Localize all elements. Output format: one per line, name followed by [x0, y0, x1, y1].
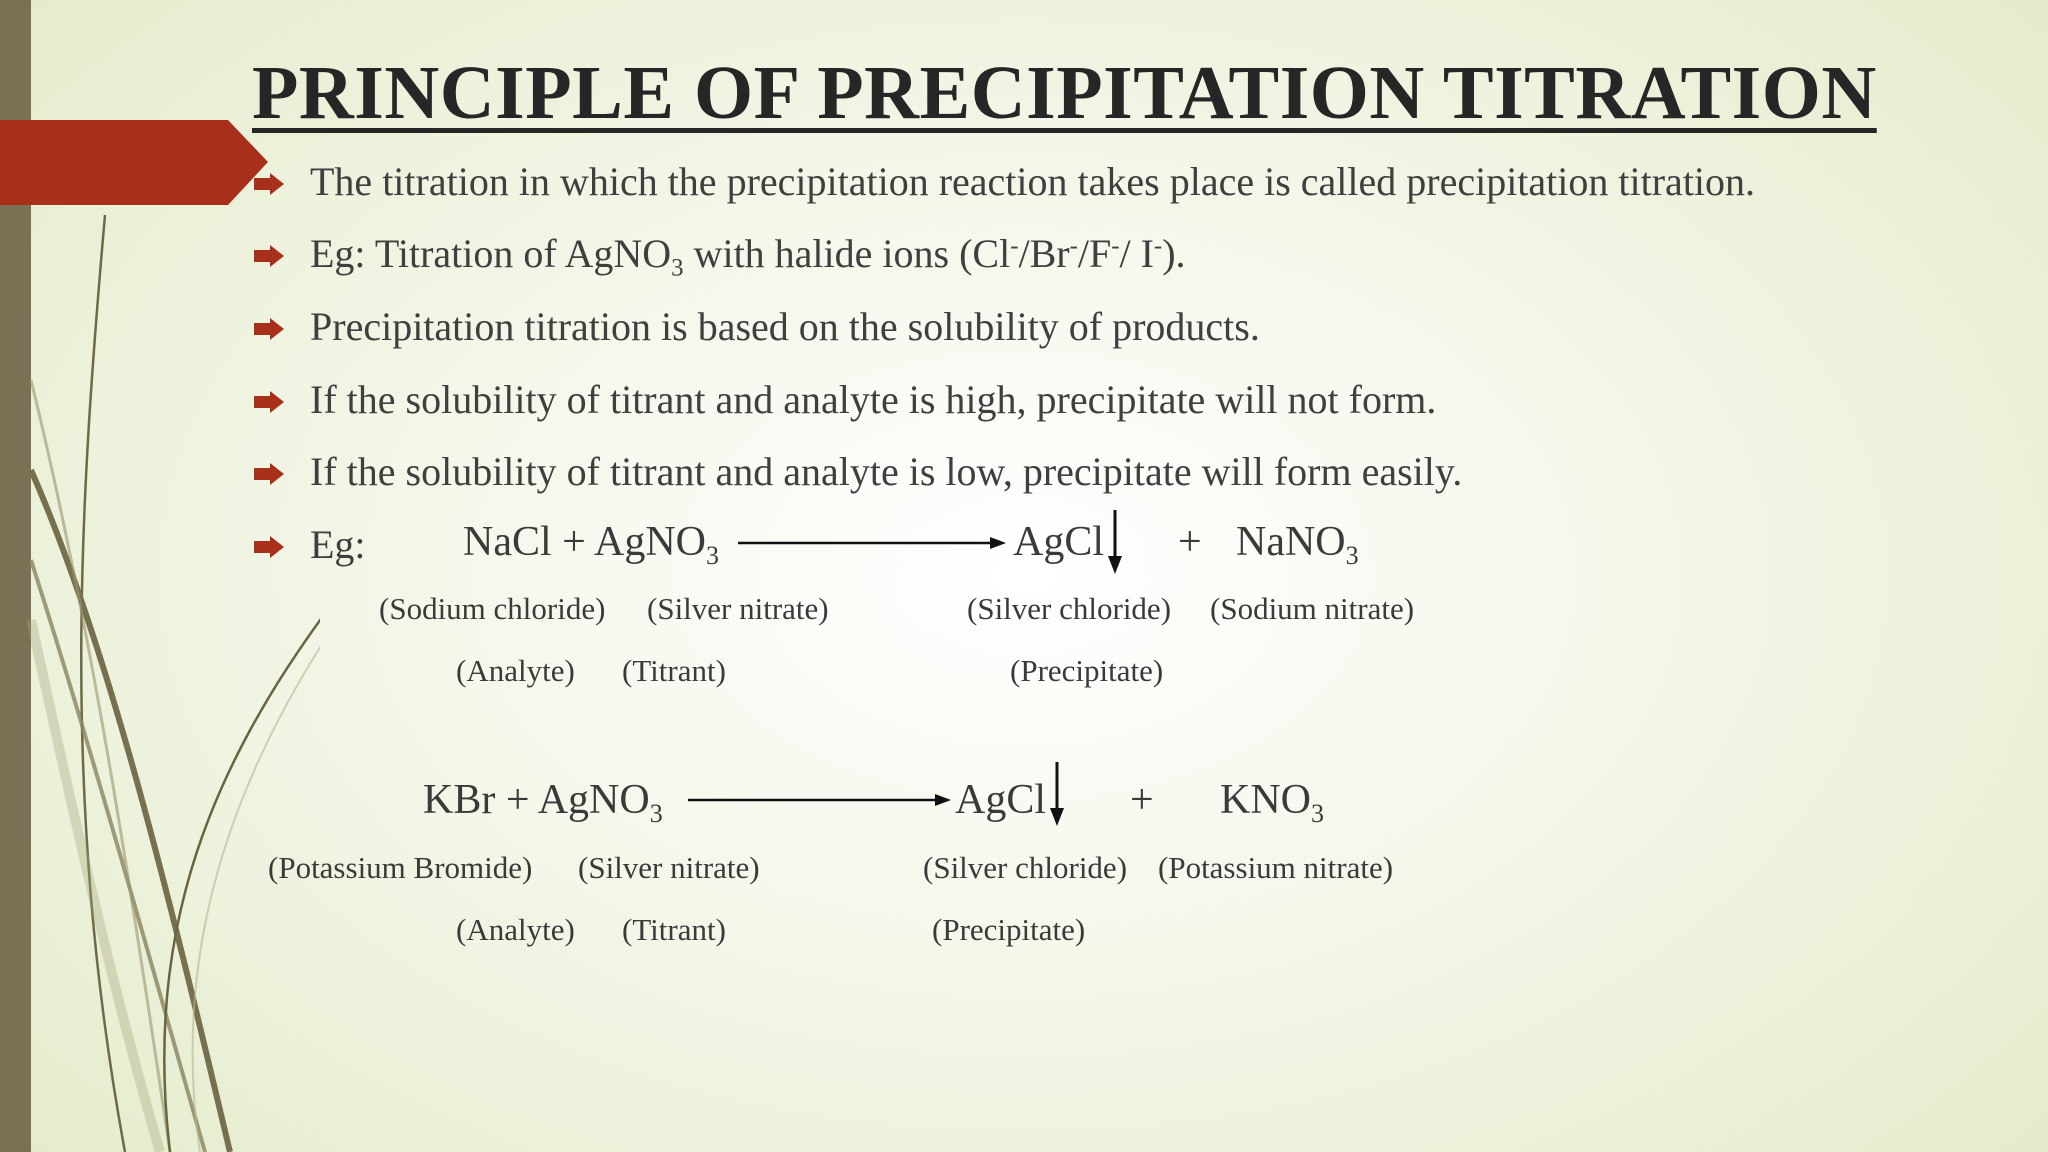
reaction2-product2 — [1220, 776, 1324, 829]
reaction1-plus: + — [1178, 519, 1202, 565]
reaction1-role-label: (Analyte) — [456, 653, 575, 688]
subscript: 3 — [649, 799, 663, 829]
slide-title: PRINCIPLE OF PRECIPITATION TITRATION — [252, 51, 1877, 135]
subscript: 3 — [1311, 799, 1325, 829]
arrow-bullet-icon — [252, 527, 286, 567]
arrow-bullet-icon — [252, 236, 286, 276]
reaction2-role-label: (Analyte) — [456, 912, 575, 947]
reactants-text: NaCl + AgNO — [463, 519, 707, 565]
reaction2-plus: + — [1130, 777, 1154, 823]
reaction2-reactants — [423, 776, 663, 829]
reaction2-name-label: (Potassium nitrate) — [1158, 850, 1394, 885]
reaction2-name-label: (Potassium Bromide) — [268, 850, 533, 885]
precipitate-down-arrow-icon — [1046, 762, 1068, 826]
subscript: 3 — [1345, 541, 1359, 571]
reaction1-reactants — [463, 518, 719, 571]
bullet-text: If the solubility of titrant and analyte is low, precipitate will form easily. — [310, 449, 1463, 494]
bullet-text: If the solubility of titrant and analyte is high, precipitate will not form. — [310, 377, 1437, 422]
reaction1-role-label: (Titrant) — [622, 653, 726, 688]
subscript: 3 — [671, 254, 684, 282]
text-segment: with halide ions (Cl — [683, 231, 1011, 276]
text-segment: / I — [1119, 231, 1154, 276]
reaction2-role-label: (Titrant) — [622, 912, 726, 947]
reaction1-name-label: (Sodium nitrate) — [1210, 591, 1415, 626]
superscript: - — [1069, 232, 1078, 260]
bullet-text: Eg: — [310, 522, 366, 567]
reaction1-product2 — [1236, 518, 1359, 571]
reaction-arrow-icon — [738, 533, 1008, 553]
bullet-text: Precipitation titration is based on the solubility of products. — [310, 304, 1260, 349]
text-segment: /F — [1077, 231, 1112, 276]
superscript: - — [1111, 232, 1120, 260]
reaction-arrow-icon — [688, 790, 953, 810]
reaction2-name-label: (Silver nitrate) — [578, 850, 760, 885]
arrow-bullet-icon — [252, 164, 286, 204]
reaction1-name-label: (Silver nitrate) — [647, 591, 829, 626]
reaction1-name-label: (Silver chloride) — [967, 591, 1172, 626]
text-segment: Eg: Titration of AgNO — [310, 231, 672, 276]
superscript: - — [1153, 232, 1163, 260]
product-text: KNO — [1220, 777, 1311, 823]
reaction1-name-label: (Sodium chloride) — [379, 591, 606, 626]
text-segment: /Br — [1018, 231, 1070, 276]
reaction2-name-label: (Silver chloride) — [923, 850, 1128, 885]
reaction1-product-precipitate: AgCl — [1013, 519, 1105, 565]
reaction2-product-precipitate: AgCl — [955, 777, 1047, 823]
subscript: 3 — [706, 541, 720, 571]
reaction2-role-label: (Precipitate) — [932, 912, 1086, 947]
reaction1-role-label: (Precipitate) — [1010, 653, 1164, 688]
arrow-bullet-icon — [252, 309, 286, 349]
precipitate-down-arrow-icon — [1104, 510, 1126, 574]
bullet-text: The titration in which the precipitation reaction takes place is called precipitation titration. — [310, 159, 1756, 204]
arrow-bullet-icon — [252, 454, 286, 494]
product-text: NaNO — [1236, 519, 1346, 565]
bullet-text — [310, 230, 1186, 283]
text-segment: ). — [1162, 231, 1186, 276]
arrow-bullet-icon — [252, 382, 286, 422]
title-accent-tab — [0, 120, 268, 205]
reactants-text: KBr + AgNO — [423, 777, 650, 823]
superscript: - — [1010, 232, 1019, 260]
